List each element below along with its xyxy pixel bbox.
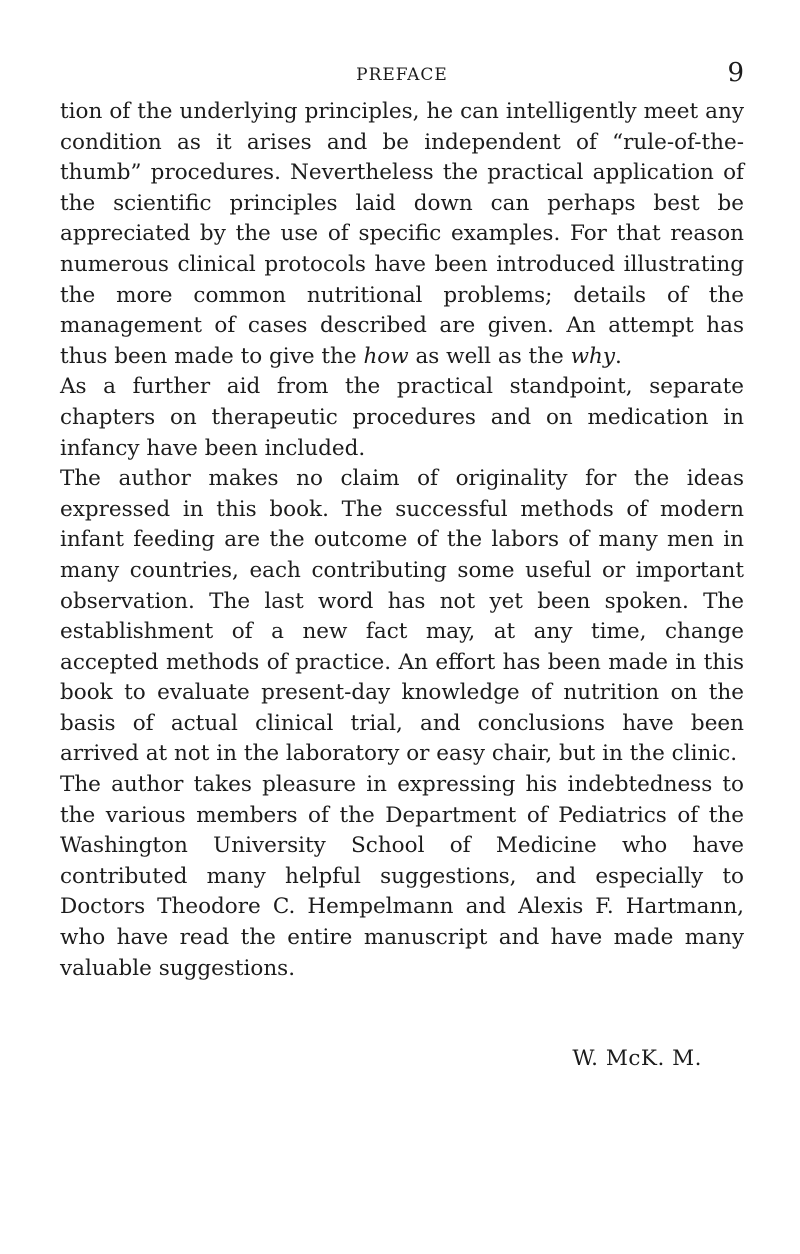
italic-word-how: how xyxy=(363,343,409,369)
paragraph xyxy=(60,97,744,372)
italic-word-why: why xyxy=(570,343,616,369)
paragraph: The author takes pleasure in expressing his indebtedness to the various members of the Department of Pediatrics of the Washington University School of Medicine who have contributed many helpful suggestions, and especially to Doctors Theodore C. Hempelmann and Alexis F. Hartmann, who have read the entire manuscript and have made many valuable suggestions. xyxy=(60,772,744,981)
page-number: 9 xyxy=(727,58,744,88)
paragraph: As a further aid from the practical standpoint, separate chapters on therapeutic procedures and on medication in infancy have been included. xyxy=(60,374,744,461)
paragraph-text: tion of the underlying principles, he can intelligently meet any condition as it arises and be independent of “rule-of-the-thumb” procedures. Nevertheless the practical application of the scientific principles laid down can perhaps best be appreciated by the use of specific examples. For that reason numerous clinical protocols have been introduced illustrating the more common nutritional problems; details of the management of cases described are given. An attempt has thus been made to give the xyxy=(60,99,744,369)
preface-body xyxy=(60,97,744,984)
author-initials: W. McK. M. xyxy=(572,1046,702,1071)
paragraph-text: as well as the xyxy=(408,343,571,369)
running-head xyxy=(60,58,744,92)
running-head-title: PREFACE xyxy=(356,65,448,85)
paragraph: The author makes no claim of originality for the ideas expressed in this book. The successful methods of modern infant feeding are the outcome of the labors of many men in many countries, each contributing some useful or important observation. The last word has not yet been spoken. The establishment of a new fact may, at any time, change accepted methods of practice. An effort has been made in this book to evaluate present-day knowledge of nutrition on the basis of actual clinical trial, and conclusions have been arrived at not in the laboratory or easy chair, but in the clinic. xyxy=(60,466,744,767)
paragraph-text: . xyxy=(615,343,622,369)
